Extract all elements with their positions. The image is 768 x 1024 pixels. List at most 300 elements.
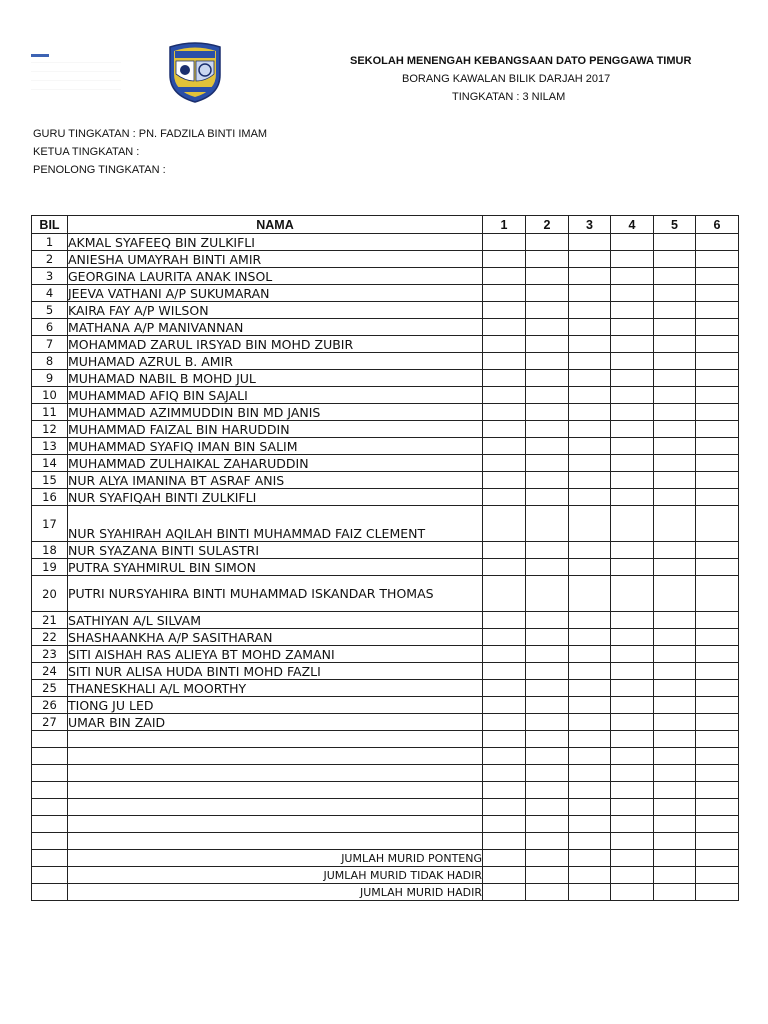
attendance-cell[interactable]	[569, 268, 611, 285]
row-number: 19	[32, 559, 68, 576]
attendance-cell[interactable]	[611, 731, 654, 748]
attendance-cell[interactable]	[526, 370, 569, 387]
attendance-cell[interactable]	[526, 680, 569, 697]
empty-row	[32, 833, 739, 850]
student-name[interactable]	[68, 782, 483, 799]
student-name: TIONG JU LED	[68, 697, 483, 714]
attendance-cell[interactable]	[526, 489, 569, 506]
attendance-cell[interactable]	[696, 285, 739, 302]
row-number	[32, 850, 68, 867]
attendance-cell[interactable]	[696, 302, 739, 319]
attendance-cell[interactable]	[654, 663, 696, 680]
table-row	[32, 489, 739, 506]
attendance-cell[interactable]	[696, 251, 739, 268]
attendance-cell[interactable]	[611, 268, 654, 285]
row-number: 2	[32, 251, 68, 268]
attendance-cell[interactable]	[569, 319, 611, 336]
row-number	[32, 799, 68, 816]
attendance-cell[interactable]	[654, 404, 696, 421]
attendance-cell[interactable]	[483, 336, 526, 353]
attendance-cell[interactable]	[611, 714, 654, 731]
table-row	[32, 234, 739, 251]
attendance-cell[interactable]	[611, 506, 654, 542]
attendance-cell[interactable]	[526, 506, 569, 542]
attendance-cell[interactable]	[526, 387, 569, 404]
attendance-cell[interactable]	[696, 404, 739, 421]
school-name: SEKOLAH MENENGAH KEBANGSAAN DATO PENGGAWA TIMUR	[350, 55, 692, 67]
attendance-cell[interactable]	[569, 421, 611, 438]
attendance-cell[interactable]	[611, 576, 654, 612]
student-name[interactable]	[68, 731, 483, 748]
attendance-cell[interactable]	[569, 302, 611, 319]
table-row	[32, 387, 739, 404]
attendance-cell[interactable]	[483, 782, 526, 799]
attendance-cell[interactable]	[526, 576, 569, 612]
attendance-cell[interactable]	[483, 251, 526, 268]
attendance-cell[interactable]	[569, 697, 611, 714]
attendance-cell[interactable]	[654, 697, 696, 714]
table-row	[32, 438, 739, 455]
attendance-cell[interactable]	[696, 629, 739, 646]
attendance-cell[interactable]	[654, 251, 696, 268]
row-number: 8	[32, 353, 68, 370]
attendance-cell[interactable]	[611, 867, 654, 884]
totals-label: JUMLAH MURID PONTENG	[68, 850, 483, 867]
attendance-cell[interactable]	[569, 765, 611, 782]
attendance-cell[interactable]	[654, 576, 696, 612]
attendance-cell[interactable]	[654, 559, 696, 576]
attendance-cell[interactable]	[569, 542, 611, 559]
attendance-cell[interactable]	[483, 421, 526, 438]
empty-row	[32, 748, 739, 765]
attendance-cell[interactable]	[611, 629, 654, 646]
attendance-cell[interactable]	[654, 884, 696, 901]
attendance-cell[interactable]	[483, 850, 526, 867]
attendance-cell[interactable]	[654, 833, 696, 850]
attendance-cell[interactable]	[611, 697, 654, 714]
student-name: MUHAMMAD ZULHAIKAL ZAHARUDDIN	[68, 455, 483, 472]
attendance-cell[interactable]	[696, 455, 739, 472]
attendance-cell[interactable]	[569, 489, 611, 506]
attendance-cell[interactable]	[696, 850, 739, 867]
attendance-cell[interactable]	[696, 576, 739, 612]
attendance-cell[interactable]	[696, 234, 739, 251]
attendance-cell[interactable]	[654, 506, 696, 542]
student-name: SHASHAANKHA A/P SASITHARAN	[68, 629, 483, 646]
attendance-cell[interactable]	[696, 438, 739, 455]
attendance-cell[interactable]	[654, 285, 696, 302]
attendance-cell[interactable]	[526, 629, 569, 646]
attendance-cell[interactable]	[654, 867, 696, 884]
attendance-cell[interactable]	[569, 850, 611, 867]
student-name: NUR SYAHIRAH AQILAH BINTI MUHAMMAD FAIZ CLEMENT	[68, 506, 483, 542]
empty-row	[32, 765, 739, 782]
student-name: MUHAMMAD FAIZAL BIN HARUDDIN	[68, 421, 483, 438]
attendance-cell[interactable]	[483, 612, 526, 629]
attendance-cell[interactable]	[696, 319, 739, 336]
table-row	[32, 646, 739, 663]
attendance-cell[interactable]	[611, 404, 654, 421]
attendance-cell[interactable]	[483, 370, 526, 387]
attendance-cell[interactable]	[483, 455, 526, 472]
attendance-cell[interactable]	[569, 234, 611, 251]
attendance-cell[interactable]	[654, 370, 696, 387]
attendance-cell[interactable]	[526, 884, 569, 901]
attendance-cell[interactable]	[483, 506, 526, 542]
table-row	[32, 404, 739, 421]
attendance-cell[interactable]	[569, 559, 611, 576]
attendance-cell[interactable]	[654, 472, 696, 489]
row-number: 15	[32, 472, 68, 489]
attendance-cell[interactable]	[483, 353, 526, 370]
attendance-cell[interactable]	[696, 680, 739, 697]
attendance-cell[interactable]	[526, 336, 569, 353]
attendance-cell[interactable]	[526, 816, 569, 833]
assistant-monitor: PENOLONG TINGKATAN :	[33, 164, 166, 176]
attendance-cell[interactable]	[569, 438, 611, 455]
student-name: THANESKHALI A/L MOORTHY	[68, 680, 483, 697]
attendance-cell[interactable]	[526, 472, 569, 489]
attendance-cell[interactable]	[569, 455, 611, 472]
attendance-cell[interactable]	[526, 285, 569, 302]
attendance-cell[interactable]	[569, 748, 611, 765]
student-name: GEORGINA LAURITA ANAK INSOL	[68, 268, 483, 285]
attendance-cell[interactable]	[526, 455, 569, 472]
row-number: 23	[32, 646, 68, 663]
attendance-cell[interactable]	[569, 816, 611, 833]
attendance-cell[interactable]	[526, 799, 569, 816]
attendance-cell[interactable]	[654, 234, 696, 251]
attendance-cell[interactable]	[526, 421, 569, 438]
school-crest-logo	[166, 41, 224, 103]
attendance-cell[interactable]	[611, 748, 654, 765]
attendance-cell[interactable]	[483, 542, 526, 559]
attendance-cell[interactable]	[526, 353, 569, 370]
student-name: NUR SYAZANA BINTI SULASTRI	[68, 542, 483, 559]
student-name: MOHAMMAD ZARUL IRSYAD BIN MOHD ZUBIR	[68, 336, 483, 353]
attendance-cell[interactable]	[526, 697, 569, 714]
attendance-cell[interactable]	[611, 302, 654, 319]
attendance-cell[interactable]	[611, 387, 654, 404]
totals-row	[32, 867, 739, 884]
attendance-cell[interactable]	[654, 455, 696, 472]
attendance-cell[interactable]	[526, 268, 569, 285]
attendance-cell[interactable]	[611, 542, 654, 559]
empty-row	[32, 731, 739, 748]
attendance-cell[interactable]	[526, 542, 569, 559]
attendance-cell[interactable]	[654, 387, 696, 404]
attendance-cell[interactable]	[654, 782, 696, 799]
attendance-cell[interactable]	[696, 799, 739, 816]
attendance-cell[interactable]	[654, 731, 696, 748]
attendance-cell[interactable]	[569, 731, 611, 748]
attendance-cell[interactable]	[569, 404, 611, 421]
attendance-cell[interactable]	[569, 472, 611, 489]
attendance-cell[interactable]	[569, 336, 611, 353]
row-number: 13	[32, 438, 68, 455]
attendance-cell[interactable]	[569, 833, 611, 850]
attendance-cell[interactable]	[569, 612, 611, 629]
student-name: MUHAMMAD SYAFIQ IMAN BIN SALIM	[68, 438, 483, 455]
table-row	[32, 576, 739, 612]
attendance-cell[interactable]	[611, 850, 654, 867]
attendance-cell[interactable]	[483, 714, 526, 731]
attendance-cell[interactable]	[569, 663, 611, 680]
attendance-cell[interactable]	[696, 697, 739, 714]
attendance-cell[interactable]	[526, 319, 569, 336]
attendance-cell[interactable]	[483, 663, 526, 680]
attendance-cell[interactable]	[569, 576, 611, 612]
attendance-cell[interactable]	[696, 421, 739, 438]
attendance-cell[interactable]	[654, 765, 696, 782]
student-name: ANIESHA UMAYRAH BINTI AMIR	[68, 251, 483, 268]
attendance-cell[interactable]	[611, 816, 654, 833]
attendance-cell[interactable]	[483, 646, 526, 663]
attendance-cell[interactable]	[483, 234, 526, 251]
attendance-cell[interactable]	[526, 850, 569, 867]
attendance-cell[interactable]	[526, 782, 569, 799]
attendance-cell[interactable]	[696, 489, 739, 506]
attendance-cell[interactable]	[611, 472, 654, 489]
attendance-cell[interactable]	[654, 489, 696, 506]
class-monitor: KETUA TINGKATAN :	[33, 146, 140, 158]
attendance-cell[interactable]	[526, 663, 569, 680]
attendance-cell[interactable]	[654, 336, 696, 353]
table-row	[32, 336, 739, 353]
attendance-cell[interactable]	[696, 336, 739, 353]
attendance-cell[interactable]	[654, 646, 696, 663]
attendance-cell[interactable]	[483, 799, 526, 816]
attendance-cell[interactable]	[696, 612, 739, 629]
student-name[interactable]	[68, 833, 483, 850]
row-number: 11	[32, 404, 68, 421]
student-name[interactable]	[68, 748, 483, 765]
attendance-cell[interactable]	[654, 799, 696, 816]
col-header-3: 3	[569, 216, 611, 234]
attendance-cell[interactable]	[611, 833, 654, 850]
row-number	[32, 731, 68, 748]
attendance-cell[interactable]	[526, 833, 569, 850]
attendance-cell[interactable]	[483, 576, 526, 612]
attendance-cell[interactable]	[569, 506, 611, 542]
attendance-cell[interactable]	[611, 646, 654, 663]
attendance-cell[interactable]	[611, 765, 654, 782]
student-name[interactable]	[68, 799, 483, 816]
attendance-cell[interactable]	[569, 285, 611, 302]
attendance-cell[interactable]	[526, 404, 569, 421]
empty-row	[32, 799, 739, 816]
attendance-cell[interactable]	[569, 867, 611, 884]
attendance-cell[interactable]	[696, 782, 739, 799]
attendance-cell[interactable]	[611, 285, 654, 302]
attendance-cell[interactable]	[483, 765, 526, 782]
attendance-cell[interactable]	[483, 697, 526, 714]
attendance-cell[interactable]	[611, 782, 654, 799]
attendance-cell[interactable]	[696, 472, 739, 489]
row-number: 10	[32, 387, 68, 404]
attendance-cell[interactable]	[483, 816, 526, 833]
attendance-cell[interactable]	[611, 455, 654, 472]
attendance-cell[interactable]	[696, 268, 739, 285]
table-header-row	[32, 216, 739, 234]
table-row	[32, 542, 739, 559]
attendance-cell[interactable]	[611, 680, 654, 697]
attendance-cell[interactable]	[611, 353, 654, 370]
student-name[interactable]	[68, 816, 483, 833]
col-header-6: 6	[696, 216, 739, 234]
attendance-cell[interactable]	[569, 370, 611, 387]
empty-row	[32, 816, 739, 833]
attendance-cell[interactable]	[483, 680, 526, 697]
attendance-cell[interactable]	[696, 867, 739, 884]
faded-text-block	[31, 62, 121, 96]
attendance-cell[interactable]	[611, 336, 654, 353]
row-number: 21	[32, 612, 68, 629]
attendance-cell[interactable]	[654, 612, 696, 629]
table-row	[32, 421, 739, 438]
attendance-cell[interactable]	[483, 629, 526, 646]
attendance-cell[interactable]	[654, 680, 696, 697]
attendance-cell[interactable]	[483, 472, 526, 489]
attendance-cell[interactable]	[696, 506, 739, 542]
attendance-cell[interactable]	[696, 387, 739, 404]
attendance-cell[interactable]	[611, 370, 654, 387]
row-number: 18	[32, 542, 68, 559]
row-number: 16	[32, 489, 68, 506]
attendance-cell[interactable]	[483, 731, 526, 748]
attendance-cell[interactable]	[526, 438, 569, 455]
attendance-cell[interactable]	[569, 680, 611, 697]
attendance-cell[interactable]	[483, 833, 526, 850]
col-header-4: 4	[611, 216, 654, 234]
student-name: UMAR BIN ZAID	[68, 714, 483, 731]
attendance-cell[interactable]	[611, 612, 654, 629]
row-number: 9	[32, 370, 68, 387]
table-row	[32, 629, 739, 646]
attendance-cell[interactable]	[654, 302, 696, 319]
attendance-cell[interactable]	[611, 663, 654, 680]
attendance-cell[interactable]	[696, 833, 739, 850]
attendance-cell[interactable]	[696, 816, 739, 833]
attendance-cell[interactable]	[611, 559, 654, 576]
attendance-cell[interactable]	[611, 489, 654, 506]
attendance-cell[interactable]	[654, 816, 696, 833]
attendance-cell[interactable]	[483, 748, 526, 765]
attendance-cell[interactable]	[526, 302, 569, 319]
attendance-cell[interactable]	[696, 353, 739, 370]
attendance-cell[interactable]	[611, 421, 654, 438]
attendance-cell[interactable]	[483, 302, 526, 319]
attendance-cell[interactable]	[526, 251, 569, 268]
attendance-cell[interactable]	[526, 748, 569, 765]
attendance-cell[interactable]	[483, 867, 526, 884]
attendance-cell[interactable]	[696, 731, 739, 748]
attendance-cell[interactable]	[654, 629, 696, 646]
attendance-cell[interactable]	[569, 884, 611, 901]
attendance-cell[interactable]	[483, 559, 526, 576]
attendance-cell[interactable]	[654, 542, 696, 559]
attendance-cell[interactable]	[483, 489, 526, 506]
row-number: 26	[32, 697, 68, 714]
attendance-cell[interactable]	[696, 714, 739, 731]
attendance-cell[interactable]	[611, 884, 654, 901]
attendance-cell[interactable]	[654, 268, 696, 285]
attendance-cell[interactable]	[696, 663, 739, 680]
student-name: PUTRA SYAHMIRUL BIN SIMON	[68, 559, 483, 576]
attendance-cell[interactable]	[526, 234, 569, 251]
attendance-cell[interactable]	[483, 319, 526, 336]
attendance-cell[interactable]	[611, 438, 654, 455]
totals-row	[32, 850, 739, 867]
attendance-cell[interactable]	[569, 714, 611, 731]
row-number: 3	[32, 268, 68, 285]
attendance-cell[interactable]	[611, 799, 654, 816]
attendance-cell[interactable]	[569, 387, 611, 404]
row-number: 1	[32, 234, 68, 251]
attendance-cell[interactable]	[569, 251, 611, 268]
attendance-cell[interactable]	[569, 782, 611, 799]
attendance-cell[interactable]	[654, 319, 696, 336]
student-name: KAIRA FAY A/P WILSON	[68, 302, 483, 319]
attendance-cell[interactable]	[696, 542, 739, 559]
attendance-cell[interactable]	[611, 234, 654, 251]
attendance-cell[interactable]	[526, 646, 569, 663]
attendance-cell[interactable]	[654, 421, 696, 438]
table-row	[32, 285, 739, 302]
attendance-cell[interactable]	[526, 867, 569, 884]
attendance-cell[interactable]	[569, 629, 611, 646]
attendance-cell[interactable]	[611, 251, 654, 268]
row-number	[32, 765, 68, 782]
attendance-cell[interactable]	[696, 559, 739, 576]
attendance-cell[interactable]	[526, 765, 569, 782]
attendance-cell[interactable]	[483, 268, 526, 285]
attendance-cell[interactable]	[569, 799, 611, 816]
attendance-cell[interactable]	[654, 438, 696, 455]
attendance-cell[interactable]	[654, 748, 696, 765]
attendance-cell[interactable]	[696, 765, 739, 782]
attendance-cell[interactable]	[483, 884, 526, 901]
attendance-cell[interactable]	[611, 319, 654, 336]
attendance-cell[interactable]	[569, 353, 611, 370]
student-name: JEEVA VATHANI A/P SUKUMARAN	[68, 285, 483, 302]
attendance-cell[interactable]	[483, 387, 526, 404]
attendance-cell[interactable]	[483, 404, 526, 421]
attendance-cell[interactable]	[569, 646, 611, 663]
student-name: MATHANA A/P MANIVANNAN	[68, 319, 483, 336]
attendance-cell[interactable]	[526, 714, 569, 731]
col-header-1: 1	[483, 216, 526, 234]
attendance-cell[interactable]	[654, 353, 696, 370]
attendance-cell[interactable]	[696, 370, 739, 387]
attendance-cell[interactable]	[696, 748, 739, 765]
attendance-cell[interactable]	[483, 285, 526, 302]
row-number: 22	[32, 629, 68, 646]
attendance-cell[interactable]	[696, 884, 739, 901]
attendance-cell[interactable]	[483, 438, 526, 455]
attendance-cell[interactable]	[654, 850, 696, 867]
attendance-cell[interactable]	[654, 714, 696, 731]
table-row	[32, 506, 739, 542]
student-name[interactable]	[68, 765, 483, 782]
attendance-cell[interactable]	[696, 646, 739, 663]
attendance-cell[interactable]	[526, 731, 569, 748]
attendance-table	[31, 215, 739, 901]
table-row	[32, 612, 739, 629]
table-row	[32, 455, 739, 472]
attendance-cell[interactable]	[526, 559, 569, 576]
attendance-cell[interactable]	[526, 612, 569, 629]
